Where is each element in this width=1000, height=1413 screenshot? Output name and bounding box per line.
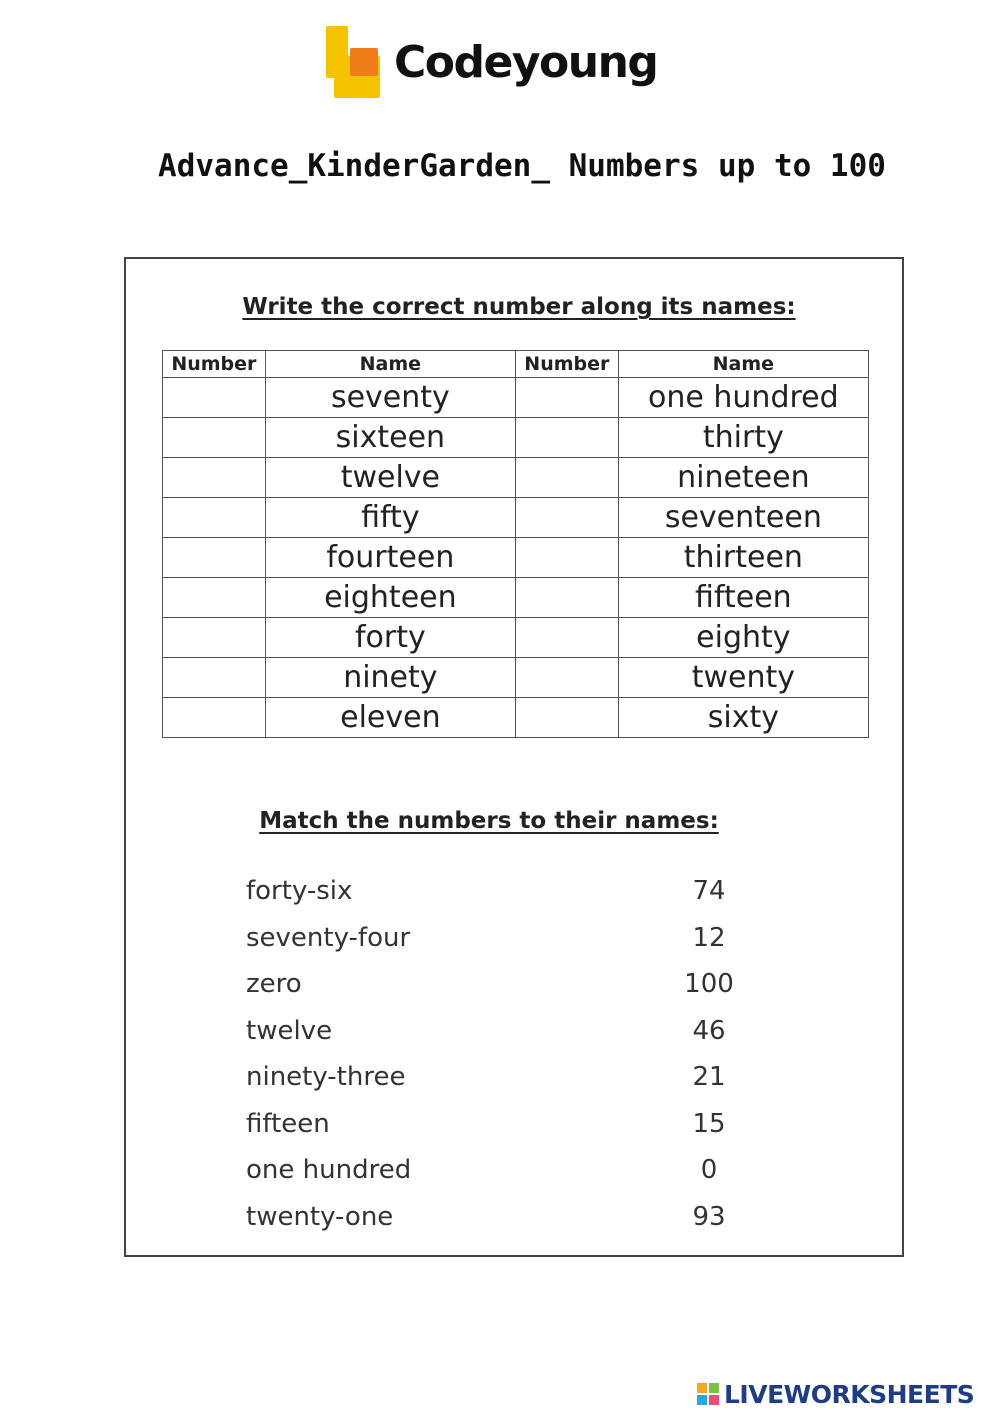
number-answer-cell[interactable] bbox=[515, 578, 618, 618]
liveworksheets-logo bbox=[697, 1380, 974, 1408]
number-answer-cell[interactable] bbox=[163, 538, 266, 578]
name-cell: fourteen bbox=[265, 538, 515, 578]
number-answer-cell[interactable] bbox=[515, 658, 618, 698]
match-number[interactable]: 15 bbox=[692, 1108, 726, 1139]
match-word[interactable]: zero bbox=[246, 969, 302, 1000]
header-number: Number bbox=[515, 351, 618, 378]
table-row bbox=[163, 498, 869, 538]
name-cell: eleven bbox=[265, 698, 515, 738]
match-row bbox=[246, 1054, 746, 1101]
section-heading-write-numbers: Write the correct number along its names: bbox=[242, 294, 796, 320]
match-row bbox=[246, 1194, 746, 1241]
number-answer-cell[interactable] bbox=[515, 618, 618, 658]
name-cell: eighty bbox=[618, 618, 868, 658]
name-cell: sixty bbox=[618, 698, 868, 738]
match-number[interactable]: 21 bbox=[692, 1062, 726, 1093]
table-row bbox=[163, 658, 869, 698]
name-cell: seventeen bbox=[618, 498, 868, 538]
number-answer-cell[interactable] bbox=[515, 538, 618, 578]
number-answer-cell[interactable] bbox=[163, 658, 266, 698]
name-cell: nineteen bbox=[618, 458, 868, 498]
match-number[interactable]: 74 bbox=[692, 876, 726, 907]
page-title: Advance_KinderGarden_ Numbers up to 100 bbox=[158, 148, 886, 184]
number-answer-cell[interactable] bbox=[163, 418, 266, 458]
match-row bbox=[246, 961, 746, 1008]
table-row bbox=[163, 418, 869, 458]
name-cell: sixteen bbox=[265, 418, 515, 458]
header-name: Name bbox=[618, 351, 868, 378]
match-word[interactable]: forty-six bbox=[246, 876, 353, 907]
match-word[interactable]: ninety-three bbox=[246, 1062, 406, 1093]
table-row bbox=[163, 538, 869, 578]
name-cell: forty bbox=[265, 618, 515, 658]
match-word[interactable]: seventy-four bbox=[246, 922, 411, 953]
name-cell: eighteen bbox=[265, 578, 515, 618]
number-answer-cell[interactable] bbox=[515, 418, 618, 458]
name-cell: thirteen bbox=[618, 538, 868, 578]
match-row bbox=[246, 868, 746, 915]
table-row bbox=[163, 618, 869, 658]
liveworksheets-icon bbox=[697, 1383, 719, 1405]
table-header-row bbox=[163, 351, 869, 378]
number-answer-cell[interactable] bbox=[163, 698, 266, 738]
header-name: Name bbox=[265, 351, 515, 378]
codeyoung-logo-icon bbox=[326, 26, 382, 98]
number-answer-cell[interactable] bbox=[515, 458, 618, 498]
section-heading-match: Match the numbers to their names: bbox=[259, 808, 719, 834]
match-list bbox=[246, 868, 746, 1240]
name-cell: twelve bbox=[265, 458, 515, 498]
match-number[interactable]: 12 bbox=[692, 922, 726, 953]
match-row bbox=[246, 1101, 746, 1148]
match-number[interactable]: 0 bbox=[700, 1155, 718, 1186]
match-word[interactable]: one hundred bbox=[246, 1155, 412, 1186]
name-cell: fifty bbox=[265, 498, 515, 538]
codeyoung-logo bbox=[326, 24, 657, 100]
match-row bbox=[246, 1008, 746, 1055]
match-number[interactable]: 100 bbox=[684, 969, 734, 1000]
match-row bbox=[246, 1147, 746, 1194]
number-answer-cell[interactable] bbox=[163, 498, 266, 538]
match-word[interactable]: fifteen bbox=[246, 1108, 330, 1139]
number-answer-cell[interactable] bbox=[515, 378, 618, 418]
match-number[interactable]: 93 bbox=[692, 1201, 726, 1232]
table-row bbox=[163, 578, 869, 618]
name-cell: one hundred bbox=[618, 378, 868, 418]
number-answer-cell[interactable] bbox=[163, 618, 266, 658]
table-row bbox=[163, 698, 869, 738]
name-cell: thirty bbox=[618, 418, 868, 458]
liveworksheets-brand: LIVEWORKSHEETS bbox=[724, 1379, 975, 1409]
number-answer-cell[interactable] bbox=[163, 458, 266, 498]
table-row bbox=[163, 378, 869, 418]
match-word[interactable]: twelve bbox=[246, 1015, 333, 1046]
name-cell: ninety bbox=[265, 658, 515, 698]
brand-name: Codeyoung bbox=[394, 36, 658, 88]
match-row bbox=[246, 915, 746, 962]
name-cell: seventy bbox=[265, 378, 515, 418]
numbers-names-table bbox=[162, 350, 869, 738]
number-answer-cell[interactable] bbox=[163, 578, 266, 618]
number-answer-cell[interactable] bbox=[163, 378, 266, 418]
table-row bbox=[163, 458, 869, 498]
match-number[interactable]: 46 bbox=[692, 1015, 726, 1046]
match-word[interactable]: twenty-one bbox=[246, 1201, 394, 1232]
header-number: Number bbox=[163, 351, 266, 378]
number-answer-cell[interactable] bbox=[515, 698, 618, 738]
number-answer-cell[interactable] bbox=[515, 498, 618, 538]
name-cell: twenty bbox=[618, 658, 868, 698]
name-cell: fifteen bbox=[618, 578, 868, 618]
